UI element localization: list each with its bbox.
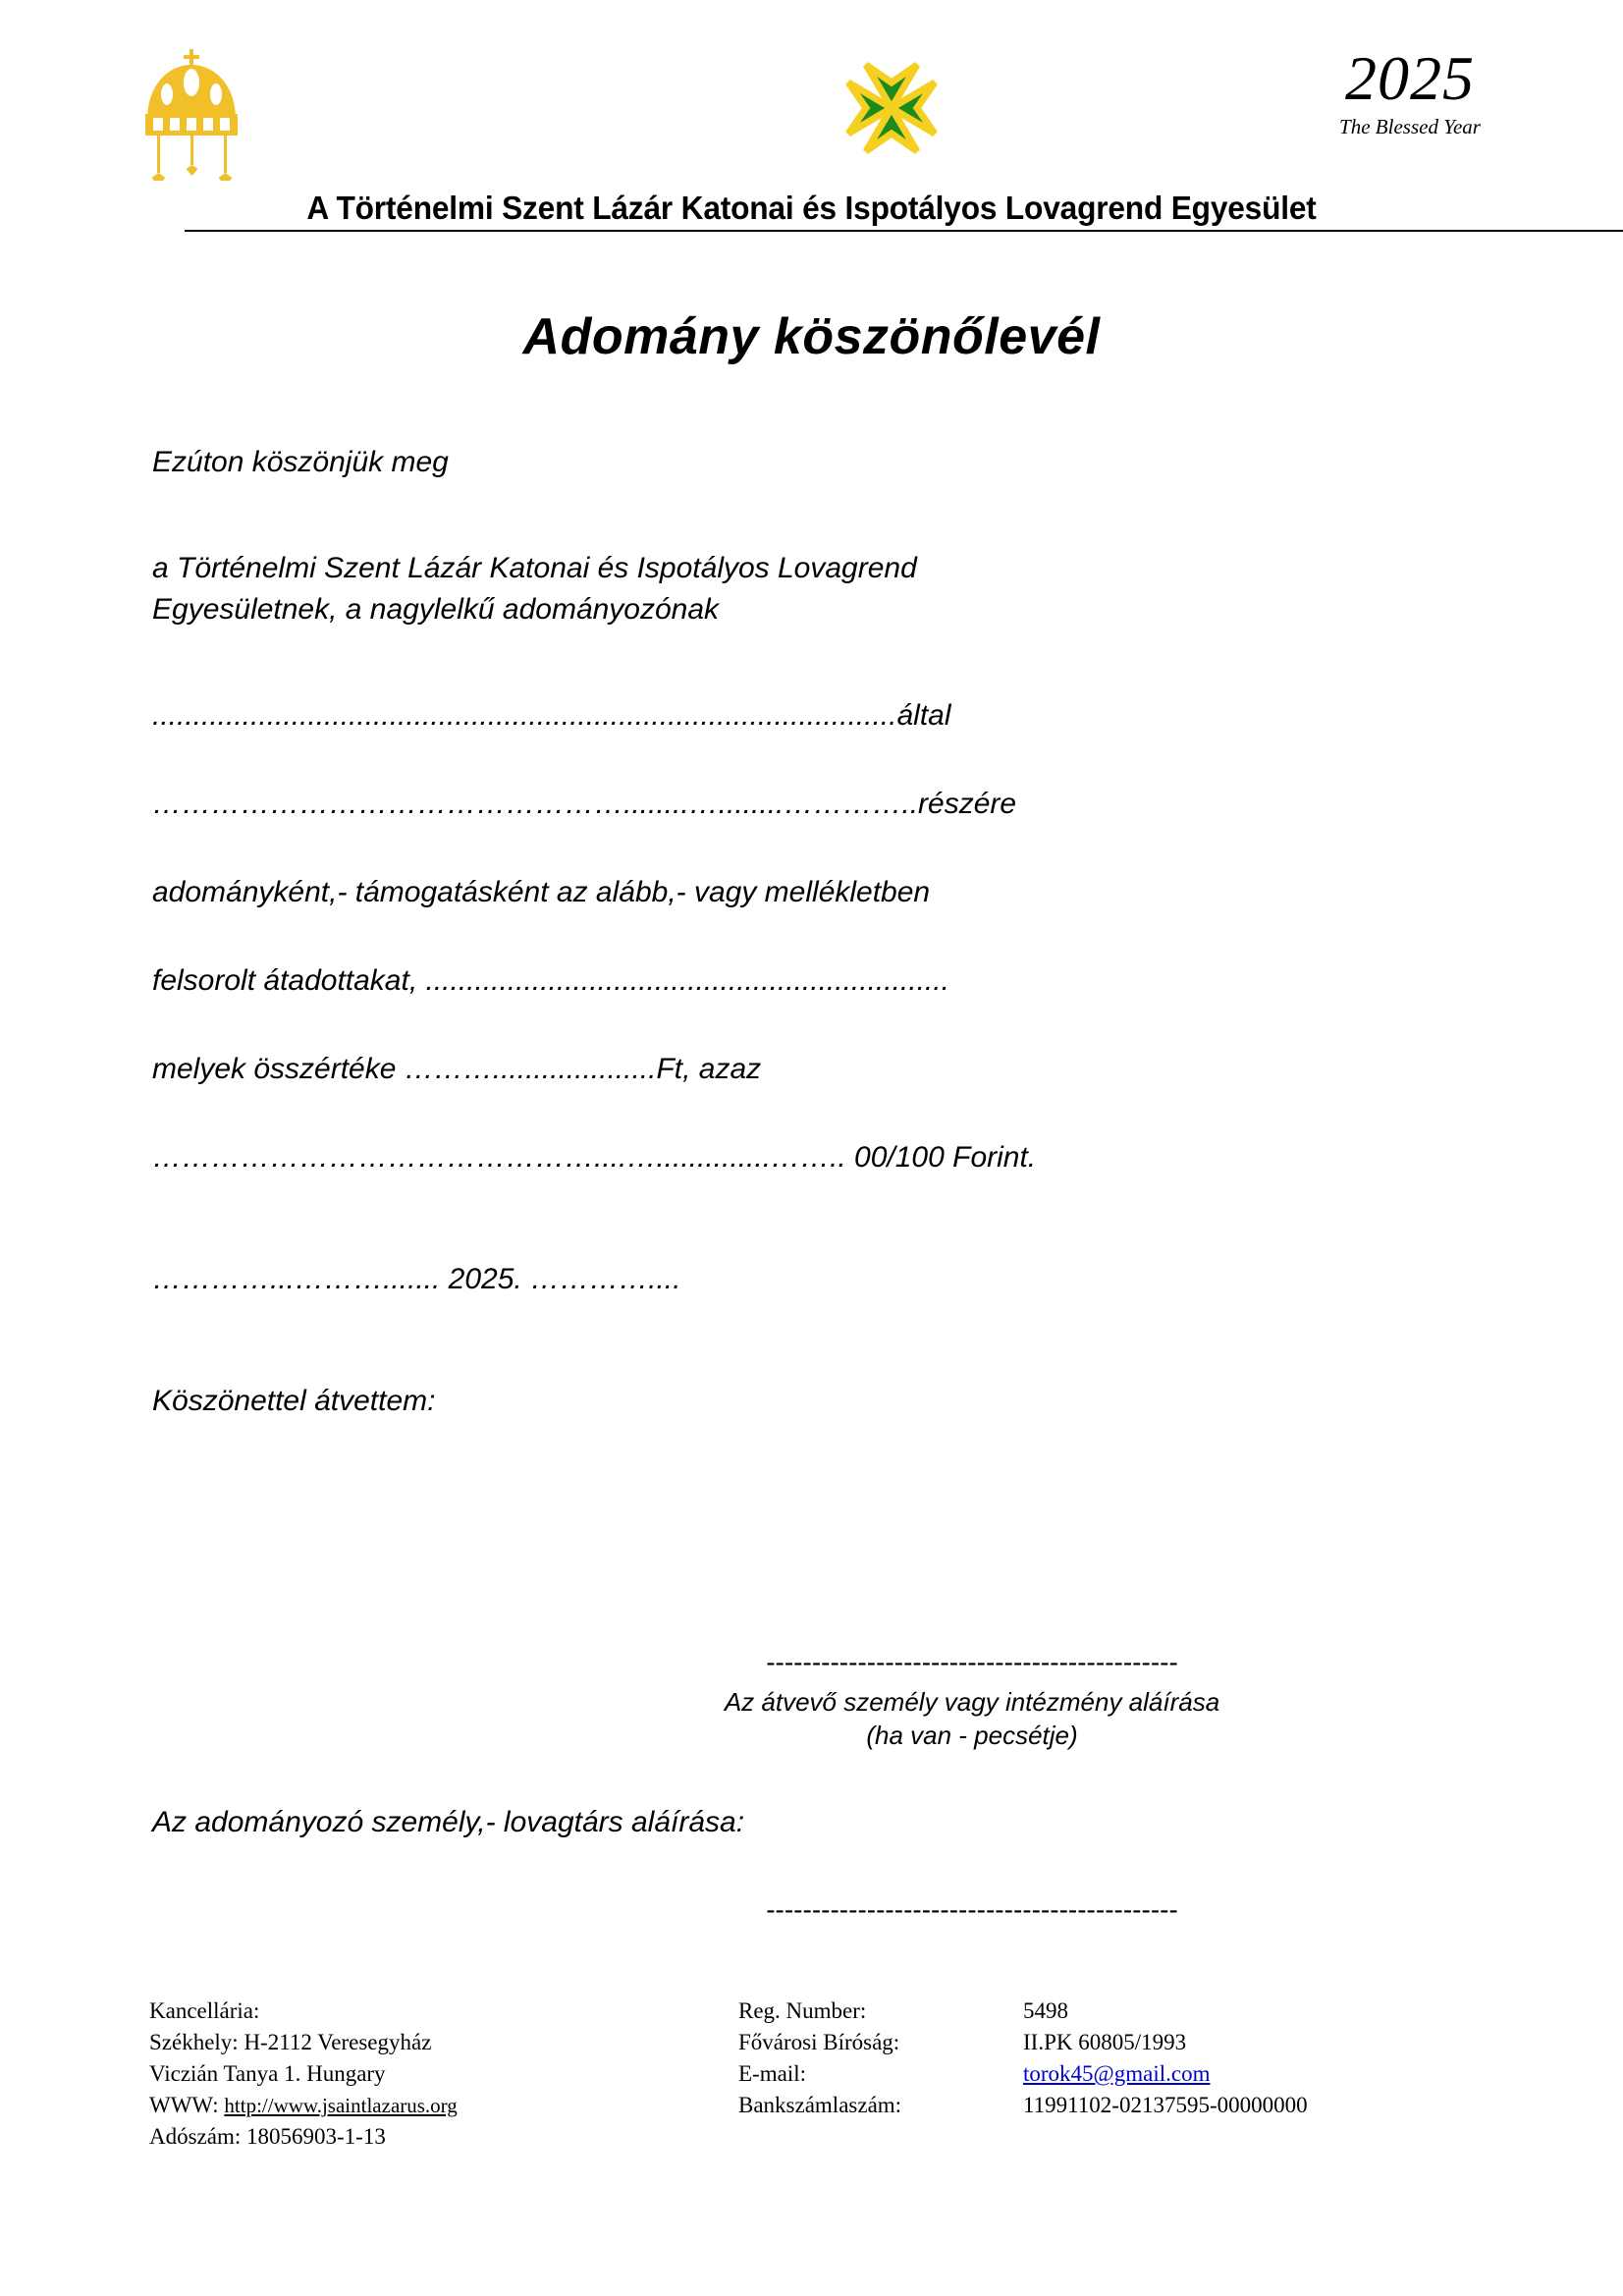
organization-title: A Történelmi Szent Lázár Katonai és Ispotályos Lovagrend Egyesület: [306, 190, 1317, 226]
letter-body: [152, 442, 1488, 1422]
hungarian-holy-crown-icon: [137, 43, 245, 181]
spacer: [152, 483, 1488, 548]
receiver-signature-block: [628, 1646, 1316, 1752]
fill-line-altal[interactable]: ...........................................................................................által: [152, 699, 951, 732]
fill-line-forint[interactable]: ………………………………………....…..............…….. 00/100 Forint.: [152, 1141, 1037, 1174]
footer-court-value: II.PK 60805/1993: [1023, 2030, 1187, 2054]
spacer: [152, 1002, 1488, 1049]
footer-right-column: [738, 1995, 1524, 2121]
footer-reg-number-label: Reg. Number:: [738, 1998, 867, 2023]
fill-line-osszerteke[interactable]: melyek összértéke ………....................Ft, azaz: [152, 1053, 762, 1085]
spacer: [152, 630, 1488, 695]
footer-left-column: [149, 1995, 738, 2153]
receiver-signature-rule: ---------------------------------------------: [766, 1647, 1178, 1677]
footer-kancellaria: Kancellária:: [149, 1998, 260, 2023]
spacer: [152, 1300, 1488, 1381]
spacer: [152, 1178, 1488, 1259]
body-line-6: adományként,- támogatásként az alább,- vagy mellékletben: [152, 876, 931, 908]
body-line-2: a Történelmi Szent Lázár Katonai és Ispotályos Lovagrend: [152, 552, 917, 584]
receiver-signature-caption-1: Az átvevő személy vagy intézmény aláírása: [724, 1687, 1220, 1717]
footer-row-reg-number: [738, 1995, 1524, 2027]
footer-row-email: [738, 2058, 1524, 2090]
document-header: [0, 0, 1623, 236]
fill-line-felsorolt[interactable]: felsorolt átadottakat, ................................................................: [152, 964, 949, 997]
year-number: 2025: [1345, 43, 1475, 113]
footer-address: Viczián Tanya 1. Hungary: [149, 2061, 386, 2086]
receiver-signature-caption-2: (ha van - pecsétje): [866, 1721, 1078, 1750]
body-line-1: Ezúton köszönjük meg: [152, 446, 449, 478]
spacer: [152, 1090, 1488, 1137]
spacer: [152, 913, 1488, 960]
footer-email-label: E-mail:: [738, 2061, 806, 2086]
maltese-cross-icon: [833, 47, 950, 150]
footer-row-court: [738, 2027, 1524, 2058]
donor-signature-label: Az adományozó személy,- lovagtárs aláírása:: [152, 1806, 745, 1838]
footer-tax-number: Adószám: 18056903-1-13: [149, 2124, 386, 2149]
footer-website-link[interactable]: http://www.jsaintlazarus.org: [224, 2094, 458, 2117]
footer-bank-account-value: 11991102-02137595-00000000: [1023, 2093, 1308, 2117]
body-line-3: Egyesületnek, a nagylelkű adományozónak: [152, 593, 720, 626]
footer-row-bank-account: [738, 2090, 1524, 2121]
header-divider: [185, 230, 1623, 232]
document-footer: [149, 1995, 1524, 2153]
spacer: [152, 825, 1488, 872]
year-caption: The Blessed Year: [1339, 115, 1481, 138]
fill-line-date[interactable]: …………...………....... 2025. …………....: [152, 1263, 681, 1295]
footer-reg-number-value: 5498: [1023, 1998, 1068, 2023]
donor-signature-rule: ---------------------------------------------: [766, 1894, 1178, 1925]
donor-signature-block: [628, 1893, 1316, 1927]
year-block: [1268, 43, 1552, 139]
spacer: [152, 737, 1488, 784]
footer-bank-account-label: Bankszámlaszám:: [738, 2093, 902, 2117]
page-title: Adomány köszönőlevél: [522, 308, 1101, 365]
footer-email-link[interactable]: torok45@gmail.com: [1023, 2061, 1211, 2086]
footer-www-label: WWW:: [149, 2093, 225, 2117]
received-with-thanks-label: Köszönettel átvettem:: [152, 1385, 436, 1417]
footer-website-row: [149, 2090, 738, 2121]
footer-court-label: Fővárosi Bíróság:: [738, 2030, 900, 2054]
fill-line-reszere[interactable]: …………………………………………........…........…………..részére: [152, 788, 1017, 820]
footer-szekhely: Székhely: H-2112 Veresegyház: [149, 2030, 432, 2054]
